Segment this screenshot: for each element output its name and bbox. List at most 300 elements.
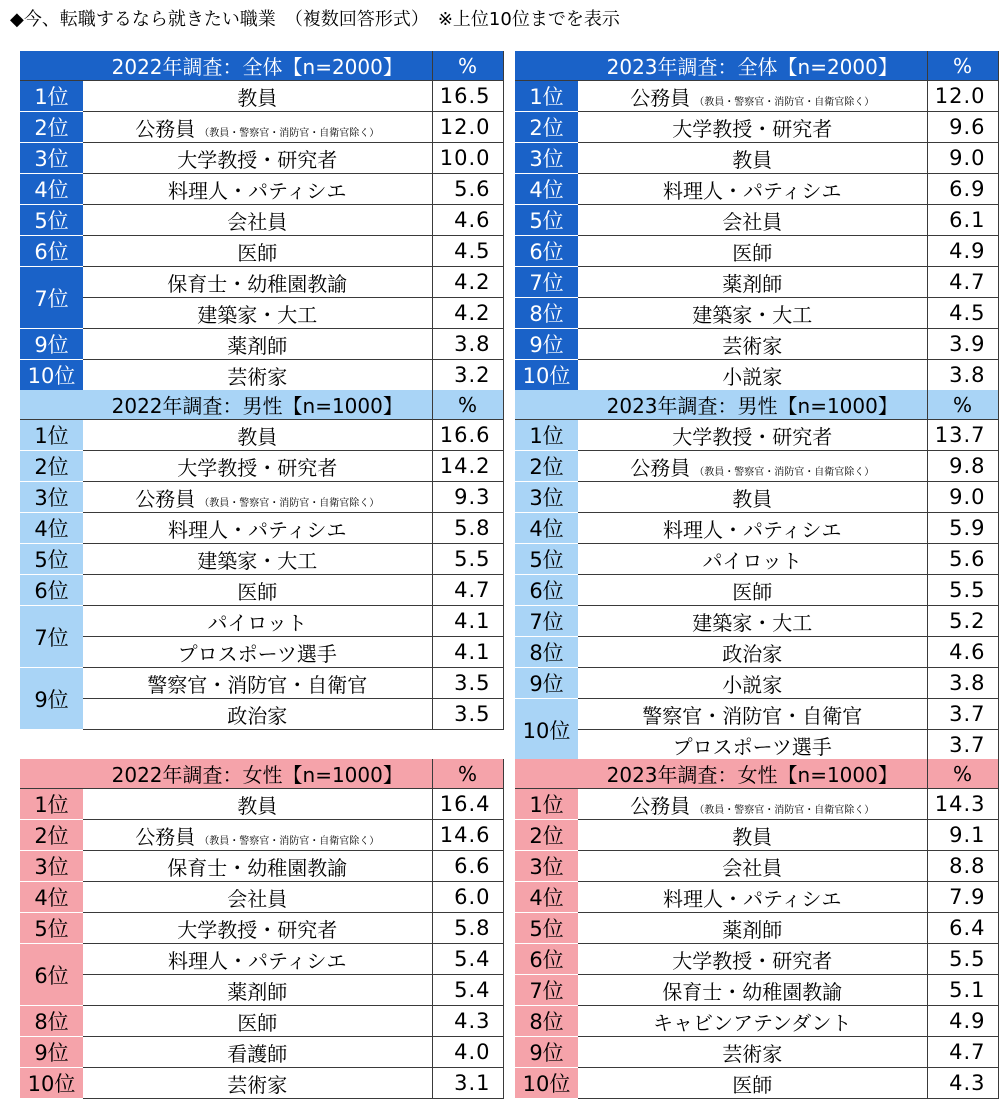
occupation-cell — [83, 329, 432, 360]
rank-cell: 10位 — [20, 1068, 83, 1099]
percent-cell: 4.6 — [432, 205, 503, 236]
percent-cell: 5.9 — [927, 513, 998, 544]
page-title: ◆今、転職するなら就きたい職業 （複数回答形式） ※上位10位までを表示 — [10, 9, 620, 30]
occupation-cell — [578, 668, 927, 699]
occupation-cell — [83, 606, 432, 637]
percent-cell: 14.6 — [432, 820, 503, 851]
occupation-cell — [578, 882, 927, 913]
occupation-name: 看護師 — [227, 1041, 288, 1066]
occupation-cell — [578, 820, 927, 851]
occupation-note: （教員・警察官・消防官・自衛官除く） — [694, 96, 875, 108]
percent-cell: 9.3 — [432, 482, 503, 513]
occupation-name: 医師 — [237, 240, 278, 265]
table-row — [515, 606, 998, 637]
rank-cell: 7位 — [20, 267, 83, 329]
occupation-cell — [578, 789, 927, 820]
percent-cell: 5.8 — [432, 513, 503, 544]
rank-cell: 9位 — [20, 329, 83, 360]
percent-cell: 3.5 — [432, 668, 503, 699]
occupation-note: （教員・警察官・消防官・自衛官除く） — [694, 804, 875, 816]
occupation-cell — [578, 298, 927, 329]
header-rank-cell — [20, 759, 83, 789]
occupation-note: （教員・警察官・消防官・自衛官除く） — [199, 835, 380, 847]
occupation-name: 料理人・パティシエ — [663, 178, 842, 203]
occupation-cell — [578, 112, 927, 143]
occupation-name: 医師 — [237, 579, 278, 604]
occupation-cell — [578, 575, 927, 606]
occupation-name: 大学教授・研究者 — [672, 948, 833, 973]
occupation-name: 医師 — [732, 1072, 773, 1097]
rank-cell: 5位 — [515, 913, 578, 944]
occupation-cell — [578, 544, 927, 575]
occupation-name: 警察官・消防官・自衛官 — [642, 703, 863, 728]
percent-cell: 16.4 — [432, 789, 503, 820]
rank-cell: 10位 — [515, 1068, 578, 1099]
percent-cell: 6.4 — [927, 913, 998, 944]
rank-cell: 3位 — [515, 143, 578, 174]
table-row — [515, 360, 998, 391]
table-row — [515, 420, 998, 451]
occupation-cell — [578, 1006, 927, 1037]
table-row — [515, 112, 998, 143]
percent-cell: 5.4 — [432, 975, 503, 1006]
occupation-name: 小説家 — [722, 672, 783, 697]
rank-cell: 6位 — [20, 236, 83, 267]
occupation-cell — [83, 1037, 432, 1068]
table-row — [515, 913, 998, 944]
rank-cell: 4位 — [515, 513, 578, 544]
table-header-percent: % — [927, 390, 998, 420]
occupation-cell — [578, 329, 927, 360]
percent-cell: 6.1 — [927, 205, 998, 236]
table-row — [20, 174, 503, 205]
rank-cell: 9位 — [515, 668, 578, 699]
percent-cell: 6.6 — [432, 851, 503, 882]
percent-cell: 8.8 — [927, 851, 998, 882]
occupation-cell — [83, 205, 432, 236]
rank-cell: 6位 — [20, 944, 83, 1006]
occupation-name: 料理人・パティシエ — [168, 948, 347, 973]
occupation-name: 薬剤師 — [227, 979, 288, 1004]
percent-cell: 4.3 — [927, 1068, 998, 1099]
occupation-cell — [83, 789, 432, 820]
table-row — [515, 81, 998, 112]
table-row — [20, 820, 503, 851]
percent-cell: 5.4 — [432, 944, 503, 975]
occupation-name: 医師 — [732, 240, 773, 265]
table-row — [515, 267, 998, 298]
rank-cell: 10位 — [20, 360, 83, 391]
occupation-cell — [83, 544, 432, 575]
rank-cell: 2位 — [515, 820, 578, 851]
table-row — [515, 575, 998, 606]
rank-cell: 5位 — [20, 544, 83, 575]
percent-cell: 9.8 — [927, 451, 998, 482]
rank-cell: 3位 — [515, 851, 578, 882]
occupation-cell — [578, 360, 927, 391]
table-row — [20, 205, 503, 236]
occupation-name: 保育士・幼稚園教諭 — [662, 979, 843, 1004]
table-row — [20, 360, 503, 391]
rank-cell: 6位 — [515, 575, 578, 606]
percent-cell: 6.9 — [927, 174, 998, 205]
percent-cell: 3.9 — [927, 329, 998, 360]
percent-cell: 3.2 — [432, 360, 503, 391]
rank-cell: 5位 — [515, 544, 578, 575]
percent-cell: 4.9 — [927, 1006, 998, 1037]
percent-cell: 4.5 — [432, 236, 503, 267]
table-header-percent: % — [432, 759, 503, 789]
percent-cell: 14.2 — [432, 451, 503, 482]
occupation-name: 芸術家 — [722, 1041, 783, 1066]
rank-cell: 1位 — [515, 81, 578, 112]
occupation-name: 医師 — [237, 1010, 278, 1035]
occupation-name: 料理人・パティシエ — [663, 886, 842, 911]
percent-cell: 12.0 — [432, 112, 503, 143]
percent-cell: 5.6 — [927, 544, 998, 575]
occupation-name: 教員 — [732, 147, 773, 172]
percent-cell: 3.5 — [432, 699, 503, 730]
rank-cell: 8位 — [20, 1006, 83, 1037]
percent-cell: 13.7 — [927, 420, 998, 451]
table-row — [515, 174, 998, 205]
rank-cell: 6位 — [20, 575, 83, 606]
table-row — [515, 789, 998, 820]
percent-cell: 4.2 — [432, 298, 503, 329]
rank-cell: 10位 — [515, 699, 578, 761]
rank-cell: 6位 — [515, 944, 578, 975]
occupation-cell — [578, 236, 927, 267]
percent-cell: 7.9 — [927, 882, 998, 913]
occupation-cell — [83, 820, 432, 851]
table-header-percent: % — [432, 51, 503, 81]
occupation-name: 大学教授・研究者 — [672, 424, 833, 449]
percent-cell: 4.1 — [432, 606, 503, 637]
rank-cell: 2位 — [515, 451, 578, 482]
table-row — [515, 236, 998, 267]
header-rank-cell — [20, 51, 83, 81]
table-header-title: 2023年調査：女性【n=1000】 — [578, 759, 927, 789]
table-row — [20, 606, 503, 637]
table-row — [20, 975, 503, 1006]
table-row — [20, 1068, 503, 1099]
occupation-name: 大学教授・研究者 — [177, 917, 338, 942]
table-row — [20, 637, 503, 668]
percent-cell: 4.7 — [927, 1037, 998, 1068]
table-row — [515, 143, 998, 174]
table-header-percent: % — [432, 390, 503, 420]
percent-cell: 5.5 — [927, 944, 998, 975]
rank-cell: 4位 — [20, 882, 83, 913]
occupation-cell — [578, 975, 927, 1006]
occupation-cell — [83, 699, 432, 730]
rank-cell: 8位 — [515, 1006, 578, 1037]
occupation-name: 薬剤師 — [722, 271, 783, 296]
percent-cell: 4.9 — [927, 236, 998, 267]
occupation-cell — [83, 360, 432, 391]
table-row — [20, 944, 503, 975]
occupation-name: 料理人・パティシエ — [663, 517, 842, 542]
occupation-cell — [578, 606, 927, 637]
table-row — [515, 1068, 998, 1099]
percent-cell: 4.0 — [432, 1037, 503, 1068]
occupation-name: 大学教授・研究者 — [177, 455, 338, 480]
percent-cell: 9.0 — [927, 482, 998, 513]
table-row — [20, 1006, 503, 1037]
percent-cell: 10.0 — [432, 143, 503, 174]
occupation-cell — [578, 1037, 927, 1068]
occupation-name: 教員 — [237, 424, 278, 449]
occupation-name: 医師 — [732, 579, 773, 604]
rank-cell: 3位 — [20, 851, 83, 882]
header-rank-cell — [515, 51, 578, 81]
occupation-name: 料理人・パティシエ — [168, 178, 347, 203]
percent-cell: 3.1 — [432, 1068, 503, 1099]
occupation-name: 教員 — [732, 824, 773, 849]
table-row — [515, 882, 998, 913]
table-row — [20, 329, 503, 360]
occupation-cell — [578, 482, 927, 513]
occupation-cell — [578, 267, 927, 298]
table-header-title: 2022年調査：全体【n=2000】 — [83, 51, 432, 81]
rank-cell: 9位 — [515, 329, 578, 360]
occupation-cell — [83, 236, 432, 267]
occupation-name: 保育士・幼稚園教諭 — [167, 271, 348, 296]
rank-cell: 1位 — [20, 81, 83, 112]
rank-cell: 4位 — [20, 174, 83, 205]
rank-cell: 1位 — [20, 789, 83, 820]
occupation-cell — [83, 975, 432, 1006]
occupation-name: 建築家・大工 — [692, 610, 813, 635]
rank-cell: 9位 — [20, 668, 83, 730]
table-row — [20, 298, 503, 329]
percent-cell: 4.1 — [432, 637, 503, 668]
table-row — [20, 851, 503, 882]
percent-cell: 16.6 — [432, 420, 503, 451]
percent-cell: 4.7 — [432, 575, 503, 606]
occupation-cell — [83, 575, 432, 606]
table-header-percent: % — [927, 759, 998, 789]
table-row — [20, 513, 503, 544]
occupation-name: プロスポーツ選手 — [177, 641, 337, 666]
rank-cell: 6位 — [515, 236, 578, 267]
rank-cell: 1位 — [515, 420, 578, 451]
occupation-cell — [578, 451, 927, 482]
occupation-cell — [578, 944, 927, 975]
occupation-cell — [578, 913, 927, 944]
occupation-cell — [578, 81, 927, 112]
rank-cell: 5位 — [20, 913, 83, 944]
occupation-name: 芸術家 — [227, 364, 288, 389]
table-row — [20, 81, 503, 112]
rank-cell: 9位 — [20, 1037, 83, 1068]
occupation-name: 教員 — [237, 85, 278, 110]
table-row — [515, 1006, 998, 1037]
percent-cell: 4.2 — [432, 267, 503, 298]
occupation-cell — [83, 451, 432, 482]
percent-cell: 9.1 — [927, 820, 998, 851]
occupation-name: 芸術家 — [227, 1072, 288, 1097]
rank-cell: 3位 — [20, 482, 83, 513]
table-row — [20, 575, 503, 606]
percent-cell: 5.8 — [432, 913, 503, 944]
occupation-name: プロスポーツ選手 — [672, 734, 832, 759]
table-row — [20, 882, 503, 913]
occupation-note: （教員・警察官・消防官・自衛官除く） — [694, 466, 875, 478]
table-row — [515, 544, 998, 575]
percent-cell: 3.8 — [927, 668, 998, 699]
occupation-cell — [83, 267, 432, 298]
occupation-name: 公務員 — [135, 116, 196, 141]
ranking-table-t2022all — [20, 51, 504, 391]
ranking-table-t2023female — [515, 759, 999, 1099]
percent-cell: 9.0 — [927, 143, 998, 174]
rank-cell: 5位 — [20, 205, 83, 236]
rank-cell: 8位 — [515, 298, 578, 329]
occupation-name: 料理人・パティシエ — [168, 517, 347, 542]
occupation-name: 小説家 — [722, 364, 783, 389]
occupation-name: 公務員 — [630, 793, 691, 818]
rank-cell: 10位 — [515, 360, 578, 391]
header-rank-cell — [515, 390, 578, 420]
occupation-name: 政治家 — [722, 641, 783, 666]
occupation-note: （教員・警察官・消防官・自衛官除く） — [199, 497, 380, 509]
table-row — [515, 975, 998, 1006]
occupation-name: 会社員 — [227, 886, 288, 911]
occupation-name: 芸術家 — [722, 333, 783, 358]
occupation-name: 保育士・幼稚園教諭 — [167, 855, 348, 880]
table-row — [20, 668, 503, 699]
rank-cell: 2位 — [20, 112, 83, 143]
occupation-cell — [578, 637, 927, 668]
table-row — [515, 820, 998, 851]
table-row — [515, 451, 998, 482]
occupation-cell — [578, 513, 927, 544]
table-header-title: 2023年調査：全体【n=2000】 — [578, 51, 927, 81]
rank-cell: 7位 — [515, 975, 578, 1006]
occupation-name: 建築家・大工 — [197, 548, 318, 573]
occupation-name: 建築家・大工 — [692, 302, 813, 327]
rank-cell: 1位 — [20, 420, 83, 451]
occupation-cell — [83, 112, 432, 143]
occupation-cell — [83, 882, 432, 913]
ranking-table-t2023all — [515, 51, 999, 391]
table-row — [20, 112, 503, 143]
percent-cell: 4.5 — [927, 298, 998, 329]
occupation-cell — [83, 81, 432, 112]
percent-cell: 3.7 — [927, 699, 998, 730]
ranking-table-t2022female — [20, 759, 504, 1099]
rank-cell: 2位 — [20, 820, 83, 851]
occupation-cell — [83, 637, 432, 668]
table-row — [515, 944, 998, 975]
table-row — [20, 482, 503, 513]
table-row — [20, 451, 503, 482]
occupation-name: 会社員 — [227, 209, 288, 234]
occupation-name: 教員 — [732, 486, 773, 511]
percent-cell: 4.7 — [927, 267, 998, 298]
rank-cell: 4位 — [20, 513, 83, 544]
occupation-cell — [578, 143, 927, 174]
percent-cell: 12.0 — [927, 81, 998, 112]
occupation-name: 公務員 — [135, 486, 196, 511]
occupation-cell — [83, 1006, 432, 1037]
occupation-cell — [83, 143, 432, 174]
table-row — [515, 1037, 998, 1068]
occupation-cell — [83, 298, 432, 329]
rank-cell: 2位 — [515, 112, 578, 143]
occupation-cell — [578, 174, 927, 205]
occupation-cell — [83, 174, 432, 205]
table-header-title: 2023年調査：男性【n=1000】 — [578, 390, 927, 420]
table-row — [515, 298, 998, 329]
occupation-cell — [83, 851, 432, 882]
occupation-name: 公務員 — [630, 85, 691, 110]
table-row — [515, 205, 998, 236]
occupation-cell — [578, 1068, 927, 1099]
occupation-name: 会社員 — [722, 855, 783, 880]
table-row — [20, 913, 503, 944]
table-row — [20, 699, 503, 730]
occupation-name: パイロット — [702, 548, 803, 573]
table-header-title: 2022年調査：男性【n=1000】 — [83, 390, 432, 420]
table-row — [20, 143, 503, 174]
rank-cell: 7位 — [515, 606, 578, 637]
rank-cell: 4位 — [515, 882, 578, 913]
percent-cell: 9.6 — [927, 112, 998, 143]
percent-cell: 4.3 — [432, 1006, 503, 1037]
occupation-cell — [83, 513, 432, 544]
occupation-name: パイロット — [207, 610, 308, 635]
rank-cell: 5位 — [515, 205, 578, 236]
rank-cell: 2位 — [20, 451, 83, 482]
ranking-table-t2022male — [20, 390, 504, 730]
occupation-name: 会社員 — [722, 209, 783, 234]
ranking-table-t2023male — [515, 390, 999, 761]
percent-cell: 5.2 — [927, 606, 998, 637]
rank-cell: 7位 — [20, 606, 83, 668]
occupation-name: 大学教授・研究者 — [177, 147, 338, 172]
table-row — [20, 789, 503, 820]
occupation-name: 建築家・大工 — [197, 302, 318, 327]
occupation-name: 警察官・消防官・自衛官 — [147, 672, 368, 697]
table-row — [515, 730, 998, 761]
occupation-name: 薬剤師 — [722, 917, 783, 942]
percent-cell: 4.6 — [927, 637, 998, 668]
table-row — [515, 637, 998, 668]
rank-cell: 3位 — [20, 143, 83, 174]
percent-cell: 6.0 — [432, 882, 503, 913]
percent-cell: 5.6 — [432, 174, 503, 205]
occupation-cell — [83, 482, 432, 513]
percent-cell: 14.3 — [927, 789, 998, 820]
table-header-percent: % — [927, 51, 998, 81]
rank-cell: 3位 — [515, 482, 578, 513]
percent-cell: 5.1 — [927, 975, 998, 1006]
occupation-cell — [83, 1068, 432, 1099]
rank-cell: 8位 — [515, 637, 578, 668]
table-row — [515, 851, 998, 882]
occupation-cell — [578, 205, 927, 236]
table-row — [515, 513, 998, 544]
percent-cell: 16.5 — [432, 81, 503, 112]
table-row — [515, 668, 998, 699]
table-row — [515, 482, 998, 513]
occupation-name: 薬剤師 — [227, 333, 288, 358]
table-row — [515, 699, 998, 730]
occupation-cell — [83, 668, 432, 699]
rank-cell: 1位 — [515, 789, 578, 820]
